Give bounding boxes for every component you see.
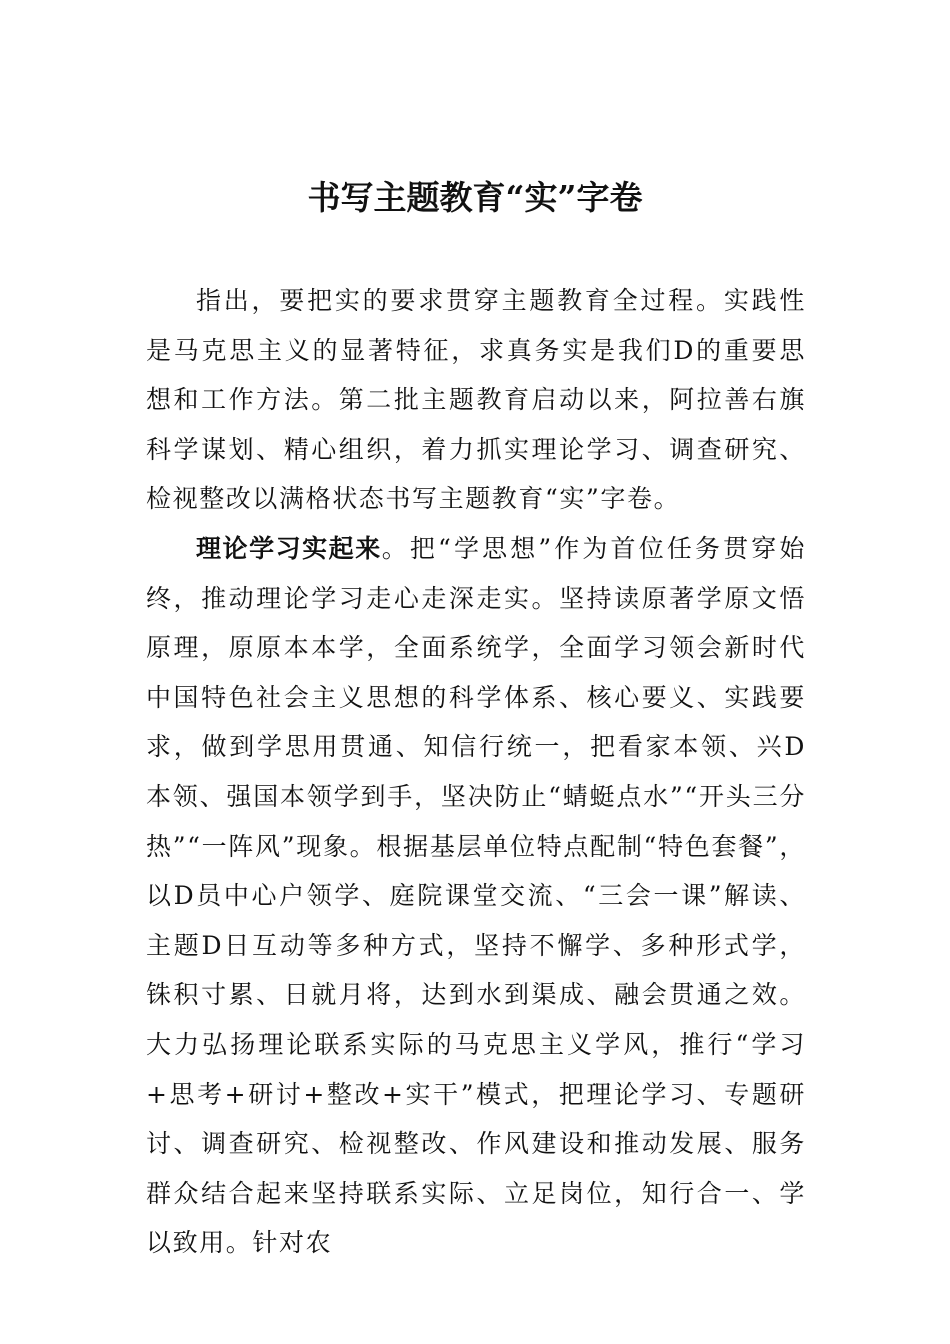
document-body: [146, 276, 806, 1268]
document-title: 书写主题教育“实”字卷: [307, 178, 643, 217]
paragraph-theory-study: [146, 524, 806, 1268]
paragraph-theory-study-heading: 理论学习实起来: [196, 533, 382, 563]
paragraph-intro-text: 指出，要把实的要求贯穿主题教育全过程。实践性是马克思主义的显著特征，求真务实是我们D的重要思想和工作方法。第二批主题教育启动以来，阿拉善右旗科学谋划、精心组织，着力抓实理论学习、调查研究、检视整改以满格状态书写主题教育“实”字卷。: [146, 286, 806, 514]
paragraph-theory-study-text: 。把“学思想”作为首位任务贯穿始终，推动理论学习走心走深走实。坚持读原著学原文悟原理，原原本本学，全面系统学，全面学习领会新时代中国特色社会主义思想的科学体系、核心要义、实践要求，做到学思用贯通、知信行统一，把看家本领、兴D本领、强国本领学到手，坚决防止“蜻蜓点水”“开头三分热”“一阵风”现象。根据基层单位特点配制“特色套餐”，以D员中心户领学、庭院课堂交流、“三会一课”解读、主题D日互动等多种方式，坚持不懈学、多种形式学，铢积寸累、日就月将，达到水到渠成、融会贯通之效。大力弘扬理论联系实际的马克思主义学风，推行“学习+思考+研讨+整改+实干”模式，把理论学习、专题研讨、调查研究、检视整改、作风建设和推动发展、服务群众结合起来坚持联系实际、立足岗位，知行合一、学以致用。针对农: [146, 533, 806, 1258]
paragraph-intro: [146, 276, 806, 524]
